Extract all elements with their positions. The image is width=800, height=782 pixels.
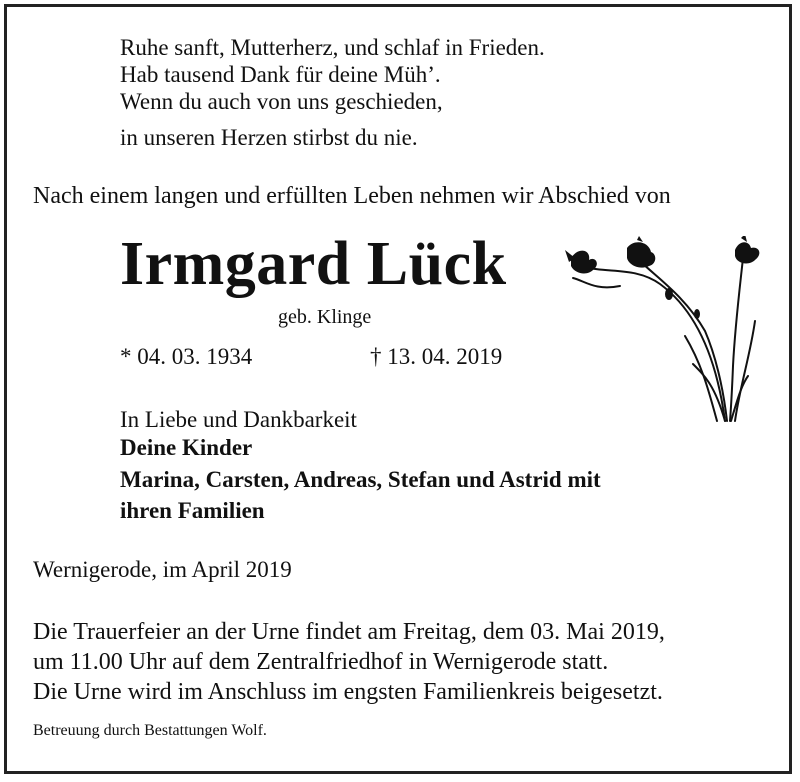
poem-line-3: Wenn du auch von uns geschieden, xyxy=(120,89,443,114)
mourners-intro: In Liebe und Dankbarkeit xyxy=(120,407,357,432)
undertaker-note: Betreuung durch Bestattungen Wolf. xyxy=(33,722,267,739)
birth-date: * 04. 03. 1934 xyxy=(120,344,253,369)
ceremony-line-2: um 11.00 Uhr auf dem Zentralfriedhof in Wernigerode statt. xyxy=(33,649,609,675)
place-date: Wernigerode, im April 2019 xyxy=(33,557,292,582)
poem-line-1: Ruhe sanft, Mutterherz, und schlaf in Frieden. xyxy=(120,35,545,60)
ceremony-line-1: Die Trauerfeier an der Urne findet am Freitag, dem 03. Mai 2019, xyxy=(33,619,665,645)
poem-line-4: in unseren Herzen stirbst du nie. xyxy=(120,125,418,150)
iris-flower-icon xyxy=(565,236,765,426)
maiden-name: geb. Klinge xyxy=(278,306,372,328)
ceremony-line-3: Die Urne wird im Anschluss im engsten Familienkreis beigesetzt. xyxy=(33,679,663,705)
death-date: † 13. 04. 2019 xyxy=(370,344,503,369)
poem-line-2: Hab tausend Dank für deine Müh’. xyxy=(120,62,441,87)
mourners-names-1: Marina, Carsten, Andreas, Stefan und Astrid mit xyxy=(120,467,601,492)
mourners-heading: Deine Kinder xyxy=(120,435,253,460)
mourners-names-2: ihren Familien xyxy=(120,498,265,523)
intro-text: Nach einem langen und erfüllten Leben nehmen wir Abschied von xyxy=(33,183,671,209)
deceased-name: Irmgard Lück xyxy=(120,230,507,298)
